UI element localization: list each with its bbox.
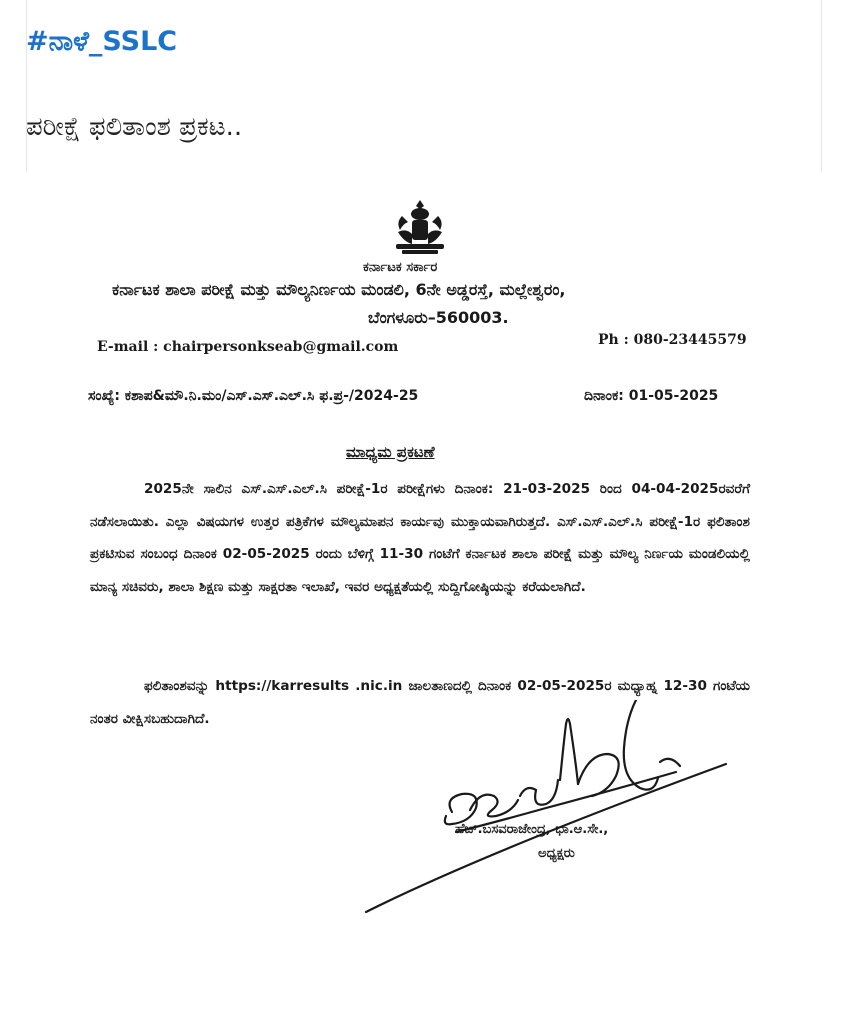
board-city: ಬೆಂಗಳೂರು–560003.	[368, 308, 509, 327]
press-release-heading: ಮಾಧ್ಯಮ ಪ್ರಕಟಣೆ	[346, 443, 435, 461]
post-caption: ಪರೀಕ್ಷೆ ಫಲಿತಾಂಶ ಪ್ರಕಟ..	[26, 112, 243, 142]
document-date: ದಿನಾಂಕ: 01-05-2025	[584, 388, 719, 404]
body-paragraph-2: ಫಲಿತಾಂಶವನ್ನು https://karresults .nic.in ಜಾಲತಾಣದಲ್ಲಿ ದಿನಾಂಕ 02-05-2025ರ ಮಧ್ಯಾಹ್ನ 12-30 ಗಂಟೆಯ ನಂತರ ವೀಕ್ಷಿಸಬಹುದಾಗಿದೆ.	[90, 678, 750, 727]
reference-number: ಸಂಖ್ಯೆ: ಕಶಾಪ&ಮೌ.ನಿ.ಮಂ/ಎಸ್.ಎಸ್.ಎಲ್.ಸಿ ಫ.ಪ್ರ-/2024-25	[88, 388, 419, 404]
signatory-name: ಹೆಚ್.ಬಸವರಾಜೇಂದ್ರ, ಭಾ.ಆ.ಸೇ.,	[455, 822, 609, 837]
state-emblem-icon	[388, 198, 452, 256]
body-paragraph-1: 2025ನೇ ಸಾಲಿನ ಎಸ್.ಎಸ್.ಎಲ್.ಸಿ ಪರೀಕ್ಷೆ-1ರ ಪರೀಕ್ಷೆಗಳು ದಿನಾಂಕ: 21-03-2025 ರಿಂದ 04-04-2025ರವರೆಗೆ ನಡೆಸಲಾಯಿತು. ಎಲ್ಲಾ ವಿಷಯಗಳ ಉತ್ತರ ಪತ್ರಿಕೆಗಳ ಮೌಲ್ಯಮಾಪನ ಕಾರ್ಯವು ಮುಕ್ತಾಯವಾಗಿರುತ್ತದೆ. ಎಸ್.ಎಸ್.ಎಲ್.ಸಿ ಪರೀಕ್ಷೆ-1ರ ಫಲಿತಾಂಶ ಪ್ರಕಟಿಸುವ ಸಂಬಂಧ ದಿನಾಂಕ 02-05-2025 ರಂದು ಬೆಳಿಗ್ಗೆ 11-30 ಗಂಟೆಗೆ ಕರ್ನಾಟಕ ಶಾಲಾ ಪರೀಕ್ಷೆ ಮತ್ತು ಮೌಲ್ಯ ನಿರ್ಣಯ ಮಂಡಲಿಯಲ್ಲಿ ಮಾನ್ಯ ಸಚಿವರು, ಶಾಲಾ ಶಿಕ್ಷಣ ಮತ್ತು ಸಾಕ್ಷರತಾ ಇಲಾಖೆ, ಇವರ ಅಧ್ಯಕ್ಷತೆಯಲ್ಲಿ ಸುದ್ದಿಗೋಷ್ಠಿಯನ್ನು ಕರೆಯಲಾಗಿದೆ.	[90, 481, 750, 595]
board-email: E-mail : chairpersonkseab@gmail.com	[97, 339, 399, 355]
hashtag-link[interactable]: #ನಾಳೆ_SSLC	[26, 26, 178, 57]
government-title: ಕರ್ನಾಟಕ ಸರ್ಕಾರ	[363, 260, 438, 275]
board-phone: Ph : 080-23445579	[598, 332, 747, 348]
board-address: ಕರ್ನಾಟಕ ಶಾಲಾ ಪರೀಕ್ಷೆ ಮತ್ತು ಮೌಲ್ಯನಿರ್ಣಯ ಮಂಡಲಿ, 6ನೇ ಅಡ್ಡರಸ್ತೆ, ಮಲ್ಲೇಶ್ವರಂ,	[112, 280, 566, 299]
signatory-title: ಅಧ್ಯಕ್ಷರು	[538, 846, 575, 861]
signature-image	[360, 700, 730, 920]
